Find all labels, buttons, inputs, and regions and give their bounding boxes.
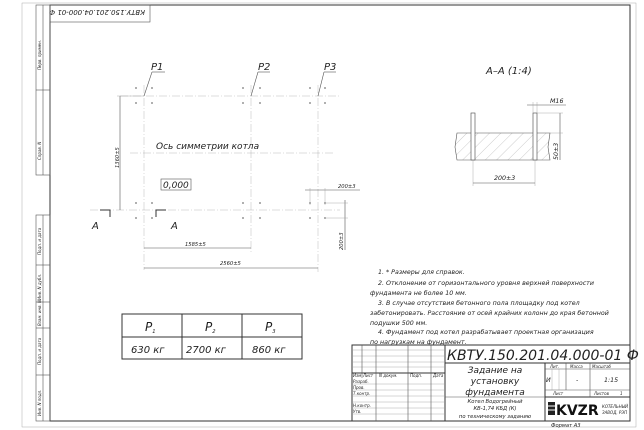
anchor-hole bbox=[309, 87, 311, 89]
load-label-p1: P1 bbox=[151, 62, 164, 73]
doc-name: Задание на bbox=[467, 366, 523, 376]
side-label: Подп. и дата bbox=[37, 227, 42, 255]
load-label-p3: P3 bbox=[324, 62, 337, 73]
row-label: Н.контр. bbox=[353, 403, 371, 408]
anchor-hole bbox=[135, 217, 137, 219]
side-label: Инв. N дубл. bbox=[37, 273, 42, 300]
product-line: по техническому заданию bbox=[458, 414, 532, 420]
anchor-hole bbox=[151, 102, 153, 104]
section-dim-width: 200±3 bbox=[494, 175, 516, 182]
dim-total: 2560±5 bbox=[220, 261, 241, 267]
anchor-hole bbox=[151, 202, 153, 204]
row-label: Пров. bbox=[353, 385, 365, 390]
scale-value: 1:15 bbox=[604, 377, 619, 384]
anchor-hole bbox=[309, 217, 311, 219]
row-label: Т.контр. bbox=[353, 391, 371, 396]
sheet-label: Лист bbox=[553, 391, 564, 396]
side-label: Справ. N bbox=[37, 141, 42, 160]
load-value: 2700 кг bbox=[186, 345, 226, 356]
load-header: P2 bbox=[205, 320, 216, 335]
col-header: N докум. bbox=[379, 373, 398, 378]
col-header: Изм bbox=[353, 373, 362, 378]
note-line: по нагрузкам на фундамент. bbox=[370, 339, 467, 346]
svg-text:KVZR: KVZR bbox=[556, 403, 599, 419]
side-label: Перв. примен. bbox=[37, 39, 42, 70]
anchor-hole bbox=[242, 217, 244, 219]
side-label: Подп. и дата bbox=[37, 337, 42, 365]
anchor-bolt bbox=[533, 113, 537, 160]
anchor-hole bbox=[242, 102, 244, 104]
load-value: 860 кг bbox=[252, 345, 286, 356]
note-line: подушки 500 мм. bbox=[370, 320, 428, 327]
product-line: КВ-1,74 КБД (К) bbox=[473, 406, 517, 412]
note-line: 3. В случае отсутствия бетонного пола площадку под котел bbox=[378, 300, 580, 307]
notes bbox=[370, 269, 609, 346]
note-line: 4. Фундамент под котел разрабатывает проектная организация bbox=[378, 329, 594, 336]
col-header: Дата bbox=[433, 373, 444, 378]
note-line: забетонировать. Расстояние от осей крайних колонн до края бетонной bbox=[370, 310, 609, 317]
anchor-hole bbox=[259, 202, 261, 204]
anchor-hole bbox=[135, 102, 137, 104]
company-logo bbox=[548, 402, 599, 419]
dim-offset-v: 200±3 bbox=[339, 232, 345, 250]
lit-value: И bbox=[546, 377, 551, 384]
section-mark-right: А bbox=[171, 221, 178, 232]
anchor-hole bbox=[259, 87, 261, 89]
designation: КВТУ.150.201.04.000-01 Ф bbox=[447, 348, 639, 364]
mass-value: - bbox=[576, 377, 579, 384]
product-line: Котел Водогрейный bbox=[467, 399, 523, 405]
row-label: Разраб. bbox=[353, 379, 369, 384]
col-header: Лист bbox=[363, 373, 374, 378]
col-header: Подп. bbox=[410, 373, 423, 378]
anchor-hole bbox=[259, 217, 261, 219]
anchor-hole bbox=[259, 102, 261, 104]
note-line: 1. * Размеры для справок. bbox=[378, 269, 465, 276]
side-label: Инв. N подл. bbox=[37, 389, 42, 416]
scale-label: Масштаб bbox=[592, 364, 612, 369]
note-line: 2. Отклонение от горизонтального уровня верхней поверхности bbox=[378, 280, 594, 287]
title-block bbox=[352, 345, 639, 421]
anchor-hole bbox=[309, 102, 311, 104]
anchor-hole bbox=[151, 87, 153, 89]
dim-offset-h: 200±3 bbox=[338, 184, 356, 190]
anchor-hole bbox=[324, 87, 326, 89]
anchor-hole bbox=[135, 202, 137, 204]
section-title: А–А (1:4) bbox=[486, 66, 532, 77]
load-table bbox=[122, 314, 302, 359]
anchor-hole bbox=[324, 102, 326, 104]
anchor-hole bbox=[135, 87, 137, 89]
lit-label: Лит. bbox=[550, 364, 560, 369]
symmetry-axis-label: Ось симметрии котла bbox=[156, 142, 260, 152]
sheets-value: 1 bbox=[620, 391, 623, 396]
doc-name: установку bbox=[470, 377, 520, 387]
anchor-hole bbox=[151, 217, 153, 219]
anchor-hole bbox=[242, 202, 244, 204]
section-a-a bbox=[455, 66, 566, 186]
doc-name: фундамента bbox=[465, 388, 525, 398]
anchor-hole bbox=[242, 87, 244, 89]
section-mark-left: А bbox=[92, 221, 99, 232]
row-label: Утв. bbox=[353, 409, 362, 414]
sheets-label: Листов bbox=[594, 391, 609, 396]
company-name: КОТЕЛЬНЫЙ bbox=[602, 404, 628, 409]
dim-p1-p2: 1585±5 bbox=[185, 242, 206, 248]
section-dim-height: 50±3 bbox=[553, 142, 560, 160]
anchor-bolt bbox=[471, 113, 475, 160]
note-line: фундамента не более 10 мм. bbox=[370, 290, 467, 297]
load-value: 630 кг bbox=[131, 345, 165, 356]
company-name: ЗАВОД, РЭП bbox=[602, 410, 628, 415]
level-mark: 0,000 bbox=[163, 181, 189, 191]
sheet-format: Формат А3 bbox=[551, 423, 581, 429]
rotated-stamp: КВТУ.150.201.04.000-01 Ф bbox=[49, 8, 145, 16]
bolt-size: M16 bbox=[550, 98, 564, 105]
side-label: Взам. инв. N bbox=[37, 300, 42, 326]
load-header: P1 bbox=[145, 320, 156, 335]
side-columns bbox=[36, 5, 50, 421]
mass-label: Масса bbox=[570, 364, 583, 369]
dim-height: 1360±5 bbox=[115, 147, 121, 168]
load-label-p2: P2 bbox=[258, 62, 271, 73]
foundation-plan bbox=[90, 62, 360, 272]
load-header: P3 bbox=[265, 320, 276, 335]
